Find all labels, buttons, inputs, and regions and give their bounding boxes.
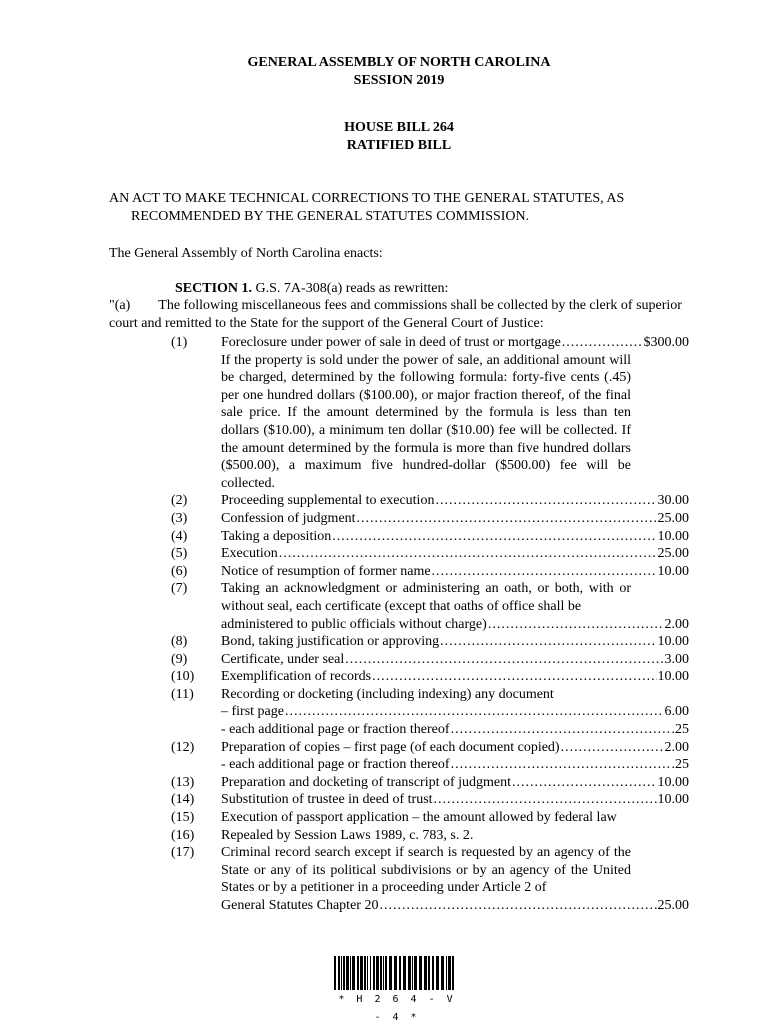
enacting-clause: The General Assembly of North Carolina enacts:: [109, 246, 383, 261]
fee-description: Preparation and docketing of transcript of judgment: [221, 774, 512, 790]
item-body: [221, 774, 689, 792]
item-body: [221, 633, 689, 651]
barcode-bar: [350, 956, 351, 990]
barcode-bar: [403, 956, 406, 990]
item-number: (14): [171, 792, 195, 808]
barcode-bar: [394, 956, 397, 990]
fee-amount: 30.00: [657, 493, 689, 509]
fee-description: Substitution of trustee in deed of trust: [221, 792, 433, 808]
barcode-bar: [367, 956, 368, 990]
barcode-bar: [419, 956, 422, 990]
barcode-bar: [446, 956, 447, 990]
barcode-bar: [389, 956, 392, 990]
dot-leader: [285, 703, 664, 721]
session-label: SESSION 2019: [353, 72, 445, 88]
fee-amount: 10.00: [657, 774, 689, 790]
item-body: [221, 668, 689, 686]
dot-leader: [357, 510, 657, 528]
fee-description: Foreclosure under power of sale in deed of trust or mortgage: [221, 335, 561, 350]
fee-row: [221, 721, 689, 739]
dot-leader: [279, 545, 657, 563]
item-body: [221, 334, 689, 492]
barcode-bar: [436, 956, 439, 990]
item-body: [221, 686, 689, 739]
fee-row: [221, 633, 689, 651]
fee-row: [221, 651, 689, 669]
act-title-line1: AN ACT TO MAKE TECHNICAL CORRECTIONS TO THE GENERAL STATUTES, AS: [109, 191, 625, 206]
barcode-bar: [370, 956, 371, 990]
barcode-bar: [373, 956, 375, 990]
barcode-bar: [352, 956, 355, 990]
fee-row: [221, 774, 689, 792]
barcode-bar: [338, 956, 340, 990]
barcode-bar: [346, 956, 349, 990]
item-number: (13): [171, 774, 195, 790]
dot-leader: [562, 334, 643, 352]
section-heading: [175, 280, 448, 298]
dot-leader: [488, 616, 664, 634]
fee-description: General Statutes Chapter 20: [221, 898, 379, 913]
fee-item: [109, 651, 689, 669]
item-body: [221, 791, 689, 809]
subsection-text: The following miscellaneous fees and commissions shall be collected by the clerk of superior court and remitted to the State for the support of the General Court of Justice:: [109, 298, 682, 331]
item-number: (9): [171, 651, 188, 667]
item-number: (12): [171, 739, 195, 755]
fee-row: [221, 563, 689, 581]
item-number: (2): [171, 493, 188, 509]
dot-leader: [451, 756, 671, 774]
fee-description: Bond, taking justification or approving: [221, 634, 440, 650]
fee-amount: 6.00: [664, 704, 689, 720]
item-number: (8): [171, 634, 188, 650]
item-text: Execution of passport application – the amount allowed by federal law: [221, 810, 617, 826]
item-body: [221, 651, 689, 669]
fee-amount: 10.00: [657, 528, 689, 544]
barcode-bar: [385, 956, 387, 990]
bill-number: HOUSE BILL 264: [344, 120, 454, 135]
section-label: SECTION 1.: [175, 281, 253, 296]
barcode-bar: [424, 956, 427, 990]
item-extra-text: If the property is sold under the power of sale, an additional amount will be charged, determined by the following formula: forty-five cents (.45) per one hundred dollars ($100.00), or major fraction thereof, of the final sale price. If the amount determined by the formula is less than ten dollars ($10.00), a minimum ten dollar ($10.00) fee will be collected. If the amount determined by the formula is more than five hundred dollars ($500.00), a maximum five hundred-dollar ($500.00) fee will be collected.: [221, 352, 631, 491]
item-body: [221, 809, 689, 827]
fee-list: [109, 334, 689, 915]
barcode-label: * H 2 6 4 - V - 4 *: [338, 994, 456, 1023]
item-number: (3): [171, 510, 188, 526]
fee-item: [109, 809, 689, 827]
item-body: [221, 545, 689, 563]
item-number: (5): [171, 546, 188, 562]
item-number: (17): [171, 845, 195, 861]
fee-amount: 10.00: [657, 634, 689, 650]
item-number: (15): [171, 810, 195, 826]
fee-row: [221, 545, 689, 563]
barcode-bar: [334, 956, 336, 990]
barcode-bar: [412, 956, 413, 990]
fee-amount: 10.00: [657, 669, 689, 685]
barcode-bar: [343, 956, 345, 990]
item-body: [221, 510, 689, 528]
fee-item: [109, 686, 689, 739]
item-lead-text: Taking an acknowledgment or administering an oath, or both, with or without seal, each certificate (except that oaths of office shall be: [221, 581, 631, 614]
fee-row: [221, 739, 689, 757]
item-number: (10): [171, 669, 195, 685]
item-number: (11): [171, 686, 194, 702]
fee-item: [109, 545, 689, 563]
fee-amount: 25.00: [657, 510, 689, 526]
item-number: (16): [171, 827, 195, 843]
fee-description: Execution: [221, 546, 278, 562]
barcode-bar: [408, 956, 411, 990]
fee-description: Certificate, under seal: [221, 651, 345, 667]
document-header: [109, 54, 689, 89]
fee-description: Taking a deposition: [221, 528, 332, 544]
fee-item: [109, 791, 689, 809]
barcode-bar: [441, 956, 444, 990]
barcode-bar: [360, 956, 363, 990]
act-title: [109, 190, 689, 225]
item-body: [221, 580, 689, 633]
fee-amount: 2.00: [664, 616, 689, 632]
fee-description: - each additional page or fraction thereof: [221, 757, 450, 773]
fee-description: Proceeding supplemental to execution: [221, 493, 435, 509]
bill-header: [109, 119, 689, 154]
bill-status: RATIFIED BILL: [346, 137, 452, 153]
fee-row: [221, 510, 689, 528]
fee-description: - each additional page or fraction thereof: [221, 722, 450, 738]
fee-row: [221, 897, 689, 915]
item-body: [221, 492, 689, 510]
fee-description: Exemplification of records: [221, 669, 372, 685]
dot-leader: [561, 739, 664, 757]
dot-leader: [432, 563, 657, 581]
dot-leader: [372, 668, 656, 686]
fee-row: [221, 492, 689, 510]
fee-item: [109, 668, 689, 686]
act-title-line2: RECOMMENDED BY THE GENERAL STATUTES COMMISSION.: [131, 208, 530, 224]
fee-row: [221, 703, 689, 721]
dot-leader: [451, 721, 671, 739]
subsection-label: "(a): [109, 298, 131, 313]
fee-description: Notice of resumption of former name: [221, 563, 431, 579]
barcode-bar: [376, 956, 379, 990]
dot-leader: [434, 791, 657, 809]
barcode-bar: [383, 956, 384, 990]
item-body: [221, 739, 689, 774]
section-text: G.S. 7A-308(a) reads as rewritten:: [255, 281, 449, 296]
fee-item: [109, 492, 689, 510]
fee-item: [109, 633, 689, 651]
item-number: (4): [171, 528, 188, 544]
fee-amount: $300.00: [643, 335, 689, 350]
fee-amount: 25.00: [657, 898, 689, 913]
fee-item: [109, 844, 689, 914]
fee-amount: 10.00: [657, 563, 689, 579]
fee-amount: .25: [671, 722, 689, 738]
barcode-bar: [414, 956, 417, 990]
dot-leader: [332, 528, 656, 546]
barcode-bar: [341, 956, 342, 990]
fee-description: Preparation of copies – first page (of each document copied): [221, 739, 560, 755]
fee-amount: 3.00: [664, 651, 689, 667]
item-lead-text: Recording or docketing (including indexing) any document: [221, 686, 554, 702]
fee-item: [109, 334, 689, 492]
barcode-bar: [380, 956, 382, 990]
barcode-bar: [399, 956, 401, 990]
fee-description: – first page: [221, 704, 284, 720]
fee-item: [109, 739, 689, 774]
barcode-bar: [428, 956, 430, 990]
dot-leader: [512, 774, 656, 792]
item-number: (7): [171, 581, 188, 597]
dot-leader: [440, 633, 656, 651]
fee-row: [221, 616, 689, 634]
dot-leader: [379, 897, 656, 915]
fee-row: [221, 791, 689, 809]
fee-description: administered to public officials without charge): [221, 616, 487, 632]
fee-amount: .25: [671, 757, 689, 773]
fee-item: [109, 827, 689, 845]
barcode-bar: [364, 956, 366, 990]
barcode-bar: [448, 956, 451, 990]
barcode-image: [334, 956, 458, 990]
fee-description: Confession of judgment: [221, 510, 356, 526]
barcode-bar: [452, 956, 454, 990]
item-body: [221, 827, 689, 845]
fee-amount: 25.00: [657, 546, 689, 562]
fee-item: [109, 580, 689, 633]
barcode-bar: [357, 956, 359, 990]
subsection-a: [109, 297, 689, 332]
barcode-bar: [432, 956, 434, 990]
fee-item: [109, 528, 689, 546]
fee-row: [221, 756, 689, 774]
item-lead-text: Criminal record search except if search is requested by an agency of the State or any of its political subdivisions or by an agency of the United States or by a petitioner in a proceeding under Article 2 of: [221, 845, 631, 896]
fee-item: [109, 774, 689, 792]
item-body: [221, 528, 689, 546]
item-body: [221, 844, 689, 914]
dot-leader: [435, 492, 656, 510]
item-text: Repealed by Session Laws 1989, c. 783, s. 2.: [221, 827, 474, 843]
fee-amount: 10.00: [657, 792, 689, 808]
fee-amount: 2.00: [664, 739, 689, 755]
fee-item: [109, 563, 689, 581]
item-number: (1): [171, 335, 188, 350]
assembly-name: GENERAL ASSEMBLY OF NORTH CAROLINA: [247, 55, 551, 70]
fee-row: [221, 528, 689, 546]
dot-leader: [345, 651, 663, 669]
item-number: (6): [171, 563, 188, 579]
fee-item: [109, 510, 689, 528]
fee-row: [221, 668, 689, 686]
item-body: [221, 563, 689, 581]
fee-row: [221, 334, 689, 352]
